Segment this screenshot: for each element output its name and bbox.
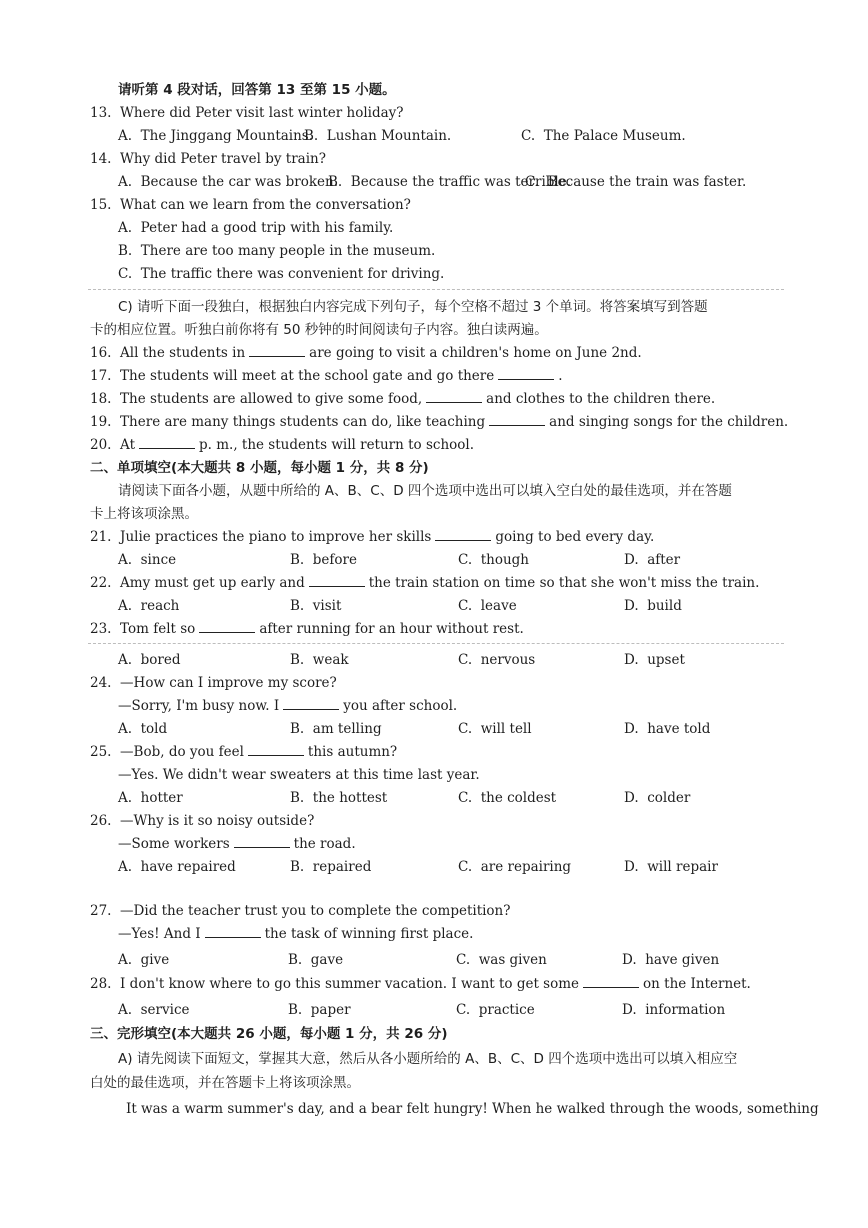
answer-blank xyxy=(249,343,305,357)
q15-option-b: B. There are too many people in the museum. xyxy=(118,243,436,259)
q24-option-b: B. am telling xyxy=(290,721,382,737)
question-23 xyxy=(90,619,524,639)
q23-option-d: D. upset xyxy=(624,652,685,668)
q15-option-c: C. The traffic there was convenient for driving. xyxy=(118,266,445,282)
q24-text-2: —Sorry, I'm busy now. I xyxy=(118,698,280,714)
answer-blank xyxy=(283,696,339,710)
answer-blank xyxy=(248,742,304,756)
section-2-title: 二、单项填空(本大题共 8 小题，每小题 1 分，共 8 分) xyxy=(90,460,429,476)
question-16 xyxy=(90,343,642,363)
q22-option-c: C. leave xyxy=(458,598,517,614)
q21-text-1: 21. Julie practices the piano to improve her skills xyxy=(90,529,432,545)
q25-option-d: D. colder xyxy=(624,790,691,806)
answer-blank xyxy=(205,924,261,938)
section-3-instruction-line-1: A) 请先阅读下面短文，掌握其大意，然后从各小题所给的 A、B、C、D 四个选项中选出可以填入相应空 xyxy=(118,1051,738,1067)
q21-option-d: D. after xyxy=(624,552,681,568)
question-26-line-2 xyxy=(118,834,356,854)
q16-text-1: 16. All the students in xyxy=(90,345,246,361)
q17-text-2: . xyxy=(558,368,563,384)
question-21 xyxy=(90,527,654,547)
q27-option-a: A. give xyxy=(118,952,170,968)
q23-option-b: B. weak xyxy=(290,652,349,668)
question-17 xyxy=(90,366,563,386)
q19-text-1: 19. There are many things students can do, like teaching xyxy=(90,414,486,430)
answer-blank xyxy=(426,389,482,403)
q28-option-c: C. practice xyxy=(456,1002,535,1018)
q20-text-2: p. m., the students will return to school. xyxy=(199,437,475,453)
q14-option-b: B. Because the traffic was terrible. xyxy=(328,174,572,190)
question-25-line-1 xyxy=(90,742,397,762)
question-20 xyxy=(90,435,474,455)
q24-option-a: A. told xyxy=(118,721,168,737)
answer-blank xyxy=(489,412,545,426)
question-13-stem: 13. Where did Peter visit last winter holiday? xyxy=(90,105,404,121)
q16-text-2: are going to visit a children's home on June 2nd. xyxy=(309,345,642,361)
q25-text-1: 25. —Bob, do you feel xyxy=(90,744,244,760)
section-c-instruction-line-1: C) 请听下面一段独白，根据独白内容完成下列句子，每个空格不超过 3 个单词。将答案填写到答题 xyxy=(118,299,708,315)
answer-blank xyxy=(435,527,491,541)
q27-option-d: D. have given xyxy=(622,952,720,968)
question-24-line-2 xyxy=(118,696,457,716)
q19-text-2: and singing songs for the children. xyxy=(549,414,789,430)
q22-option-a: A. reach xyxy=(118,598,180,614)
question-19 xyxy=(90,412,788,432)
q14-option-c: C. Because the train was faster. xyxy=(525,174,747,190)
q26-option-a: A. have repaired xyxy=(118,859,236,875)
q27-text-2: —Yes! And I xyxy=(118,926,201,942)
q24-option-d: D. have told xyxy=(624,721,711,737)
q21-option-b: B. before xyxy=(290,552,357,568)
answer-blank xyxy=(234,834,290,848)
question-28 xyxy=(90,974,751,994)
q28-option-b: B. paper xyxy=(288,1002,351,1018)
q22-text-1: 22. Amy must get up early and xyxy=(90,575,305,591)
q21-option-a: A. since xyxy=(118,552,177,568)
section-instruction-listening-4: 请听第 4 段对话，回答第 13 至第 15 小题。 xyxy=(118,82,396,98)
section-2-instruction-line-2: 卡上将该项涂黑。 xyxy=(90,506,198,522)
answer-blank xyxy=(498,366,554,380)
q25-option-a: A. hotter xyxy=(118,790,183,806)
q14-option-a: A. Because the car was broken. xyxy=(118,174,339,190)
q13-option-c: C. The Palace Museum. xyxy=(521,128,686,144)
answer-blank xyxy=(199,619,255,633)
q13-option-b: B. Lushan Mountain. xyxy=(304,128,452,144)
q21-text-2: going to bed every day. xyxy=(495,529,655,545)
question-27-line-1: 27. —Did the teacher trust you to complete the competition? xyxy=(90,903,511,919)
q25-option-c: C. the coldest xyxy=(458,790,557,806)
section-3-title: 三、完形填空(本大题共 26 小题，每小题 1 分，共 26 分) xyxy=(90,1026,448,1042)
q26-option-d: D. will repair xyxy=(624,859,718,875)
question-27-line-2 xyxy=(118,924,473,944)
q27-option-c: C. was given xyxy=(456,952,547,968)
q28-option-a: A. service xyxy=(118,1002,190,1018)
question-25-line-2: —Yes. We didn't wear sweaters at this time last year. xyxy=(118,767,480,783)
answer-blank xyxy=(583,974,639,988)
q23-option-a: A. bored xyxy=(118,652,181,668)
q24-option-c: C. will tell xyxy=(458,721,532,737)
q27-text-3: the task of winning first place. xyxy=(264,926,474,942)
question-15-stem: 15. What can we learn from the conversation? xyxy=(90,197,411,213)
q22-text-2: the train station on time so that she won't miss the train. xyxy=(368,575,760,591)
answer-blank xyxy=(309,573,365,587)
q15-option-a: A. Peter had a good trip with his family. xyxy=(118,220,394,236)
q25-option-b: B. the hottest xyxy=(290,790,388,806)
q13-option-a: A. The Jinggang Mountains. xyxy=(118,128,314,144)
q26-text-2: —Some workers xyxy=(118,836,230,852)
q24-text-3: you after school. xyxy=(343,698,458,714)
question-14-stem: 14. Why did Peter travel by train? xyxy=(90,151,326,167)
divider xyxy=(88,643,784,644)
section-c-instruction-line-2: 卡的相应位置。听独白前你将有 50 秒钟的时间阅读句子内容。独白读两遍。 xyxy=(90,322,548,338)
q26-option-c: C. are repairing xyxy=(458,859,572,875)
q23-text-2: after running for an hour without rest. xyxy=(259,621,524,637)
q20-text-1: 20. At xyxy=(90,437,135,453)
q27-option-b: B. gave xyxy=(288,952,344,968)
question-26-line-1: 26. —Why is it so noisy outside? xyxy=(90,813,315,829)
question-18 xyxy=(90,389,715,409)
section-3-instruction-line-2: 白处的最佳选项，并在答题卡上将该项涂黑。 xyxy=(90,1075,360,1091)
q28-option-d: D. information xyxy=(622,1002,726,1018)
q18-text-1: 18. The students are allowed to give some food, xyxy=(90,391,423,407)
question-22 xyxy=(90,573,759,593)
q22-option-d: D. build xyxy=(624,598,682,614)
q28-text-1: 28. I don't know where to go this summer vacation. I want to get some xyxy=(90,976,580,992)
q25-text-2: this autumn? xyxy=(307,744,398,760)
section-2-instruction-line-1: 请阅读下面各小题，从题中所给的 A、B、C、D 四个选项中选出可以填入空白处的最佳选项，并在答题 xyxy=(118,483,732,499)
q28-text-2: on the Internet. xyxy=(643,976,751,992)
question-24-line-1: 24. —How can I improve my score? xyxy=(90,675,337,691)
q21-option-c: C. though xyxy=(458,552,530,568)
answer-blank xyxy=(139,435,195,449)
q17-text-1: 17. The students will meet at the school gate and go there xyxy=(90,368,495,384)
divider xyxy=(88,289,784,290)
q18-text-2: and clothes to the children there. xyxy=(486,391,716,407)
q26-option-b: B. repaired xyxy=(290,859,372,875)
q23-text-1: 23. Tom felt so xyxy=(90,621,196,637)
passage-text: It was a warm summer's day, and a bear felt hungry! When he walked through the woods, something xyxy=(126,1101,819,1117)
q23-option-c: C. nervous xyxy=(458,652,536,668)
q22-option-b: B. visit xyxy=(290,598,342,614)
q26-text-3: the road. xyxy=(293,836,356,852)
